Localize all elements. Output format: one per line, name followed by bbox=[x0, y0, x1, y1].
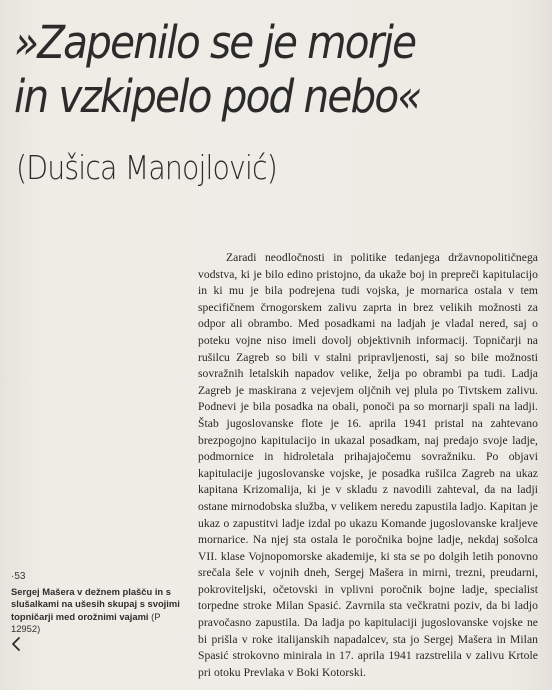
page-title bbox=[14, 16, 482, 124]
title-line-2: in vzkipelo pod nebo« bbox=[14, 70, 421, 123]
chevron-left-icon[interactable] bbox=[9, 634, 23, 654]
figure-caption bbox=[11, 586, 187, 636]
author-name: (Dušica Manojlović) bbox=[16, 148, 277, 187]
title-line-1: »Zapenilo se je morje bbox=[14, 16, 416, 69]
figure-reference: (P 12952) bbox=[11, 610, 161, 635]
figure-caption-text: Sergej Mašera v dežnem plašču in s slušalkami na ušesih skupaj s svojimi topničarji med orožnimi vajami bbox=[11, 586, 180, 622]
chevron-left-glyph bbox=[9, 634, 23, 654]
figure-number: ·53 bbox=[11, 571, 26, 582]
article-paragraph: Zaradi neodločnosti in politike tedanjega državnopolitičnega vodstva, ki je bilo edino pristojno, da ukaže boj in prepreči kapitulacijo in ki mu je bila podrejena tudi vojska, je mornarica ostala v tem specifičnem črnogorskem zalivu zaprta in brez velikih možnosti za odpor ali obrambo. Med posadkami na ladjah je vladal nered, saj o poteku vojne niso imeli dovolj objektivnih informacij. Topničarji na rušilcu Zagreb so bili v stalni pripravljenosti, saj so bile možnosti sovražnih letalskih napadov velike, želja po obrambi pa tudi. Ladja Zagreb je maskirana z vejevjem oljčnih vej plula po Tivtskem zalivu. Podnevi je bila posadka na obali, ponoči pa so mornarji spali na ladji. Štab jugoslovanske flote je 16. aprila 1941 pristal na zahtevano brezpogojno kapitulacijo in ukazal posadkam, naj predajo svoje ladje, podmornice in hidroletala prihajajočemu sovražniku. Po objavi kapitulacije jugoslovanske vojske, je posadka rušilca Zagreb na ukaz kapitana Krizomalija, ki je v skladu z navodili zahteval, da na ladji ostane mirnodobska služba, v velikem neredu zapustila ladjo. Kapitan je ukaz o zapustitvi ladje izdal po ukazu Komande jugoslovanske kraljeve mornarice. Na njej sta ostala le poročnika bojne ladje, nekdaj sošolca VII. klase Vojnopomorske akademije, ki sta se po dolgih letih ponovno srečala šele v vojnih dneh, Sergej Mašera in mirni, trezni, preudarni, pokroviteljski, očetovski in vplivni poročnik bojne ladje, specialist torpedne stroke Milan Spasić. Zavrnila sta večkratni poziv, da bi ladjo pravočasno zapustila. Da ladja po kapitulaciji jugoslovanske vojske ne bi prišla v roke italijanskih napadalcev, sta jo Sergej Mašera in Milan Spasić strokovno minirala in 17. aprila 1941 razstrelila v zalivu Krtole pri otoku Prevlaka v Boki Kotorski. bbox=[198, 251, 538, 679]
